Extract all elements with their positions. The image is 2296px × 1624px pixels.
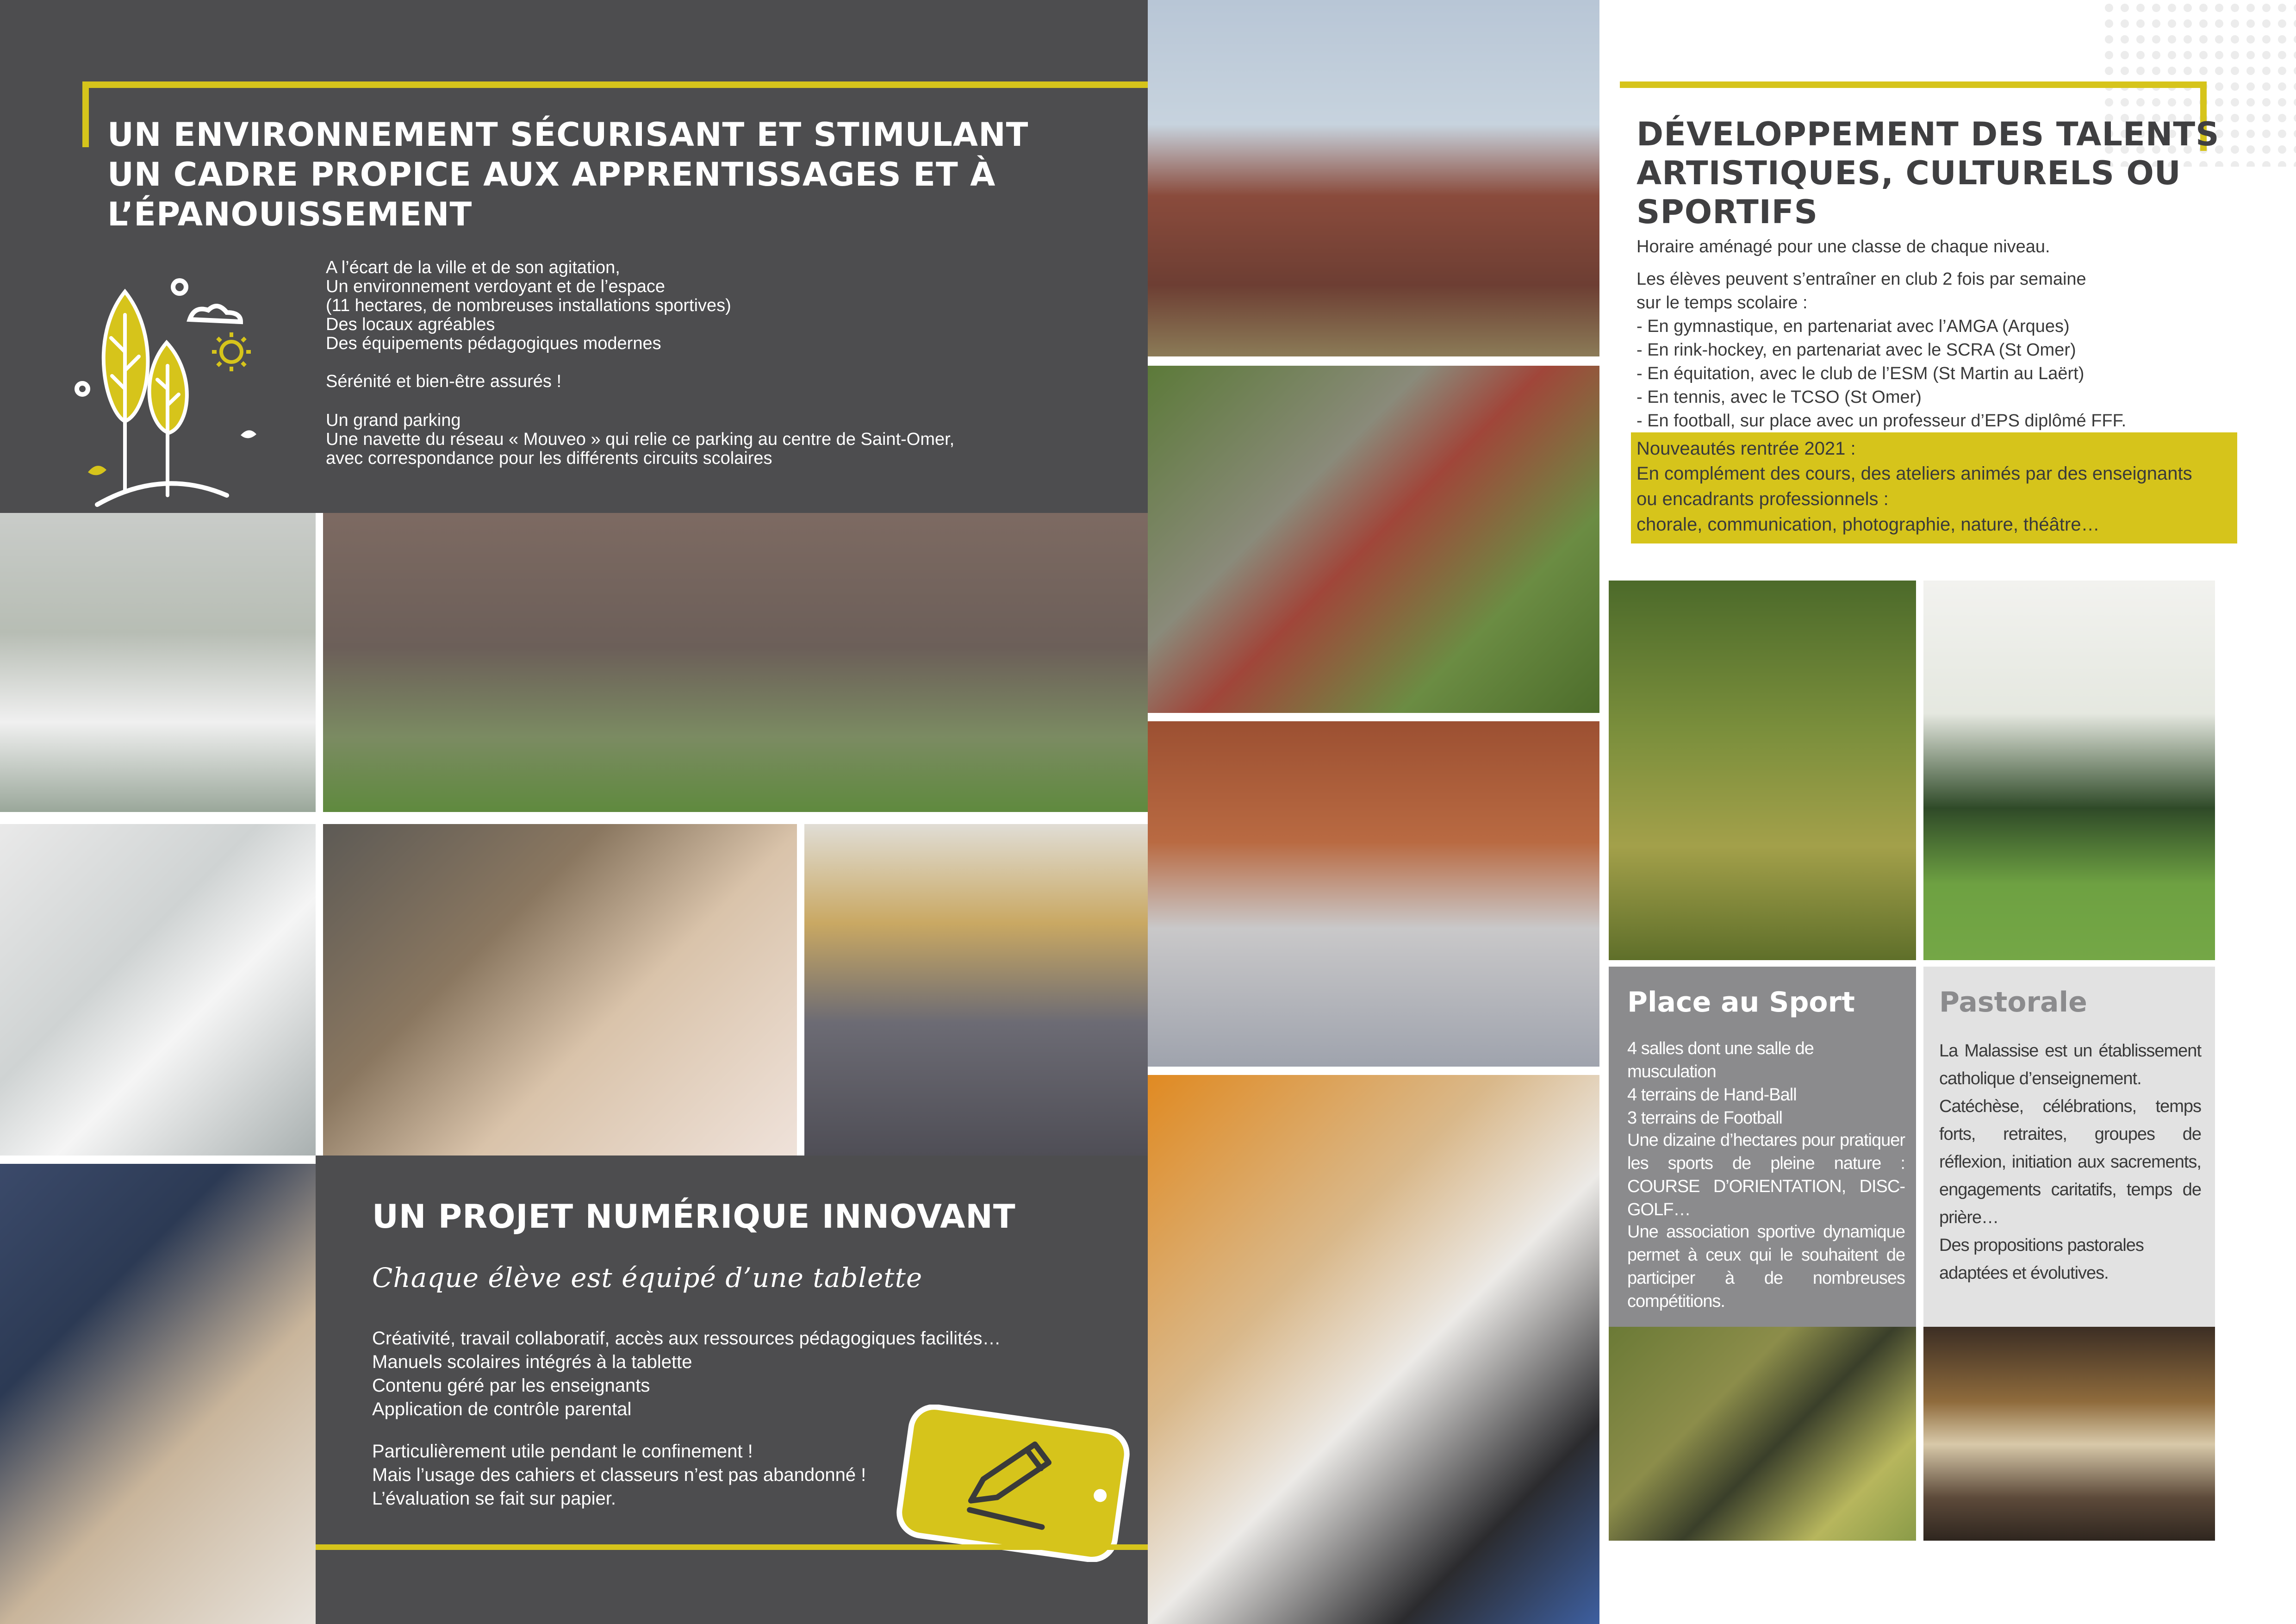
section3-title-line1: DÉVELOPPEMENT DES TALENTS [1636,115,2220,153]
title-bracket-left [82,81,89,147]
section1-title-line2: UN CADRE PROPICE AUX APPRENTISSAGES ET À [107,156,996,194]
section1-title-line1: UN ENVIRONNEMENT SÉCURISANT ET STIMULANT [107,116,1029,154]
photo-students-lab [0,824,316,1156]
section1-title [107,115,1028,234]
pastorale-box-text-2: Catéchèse, célébrations, temps forts, retraites, groupes de réflexion, initiation aux sacrements, engagements caritatifs, temps de prière… [1939,1097,2201,1227]
nouveautes-text: En complément des cours, des ateliers animés par des enseignants ou encadrants professionnels : chorale, communication, photographie, nature, théâtre… [1636,463,2192,535]
section3-intro: Horaire aménagé pour une classe de chaque niveau. [1636,237,2050,256]
section2-text-1: Créativité, travail collaboratif, accès aux ressources pédagogiques facilités… Manuels scolaires intégrés à la tablette Contenu géré par les enseignants Application de contrôle parental [372,1328,1001,1419]
photo-orienteering [1609,1327,1916,1541]
section1-text-2: Sérénité et bien-être assurés ! [326,372,562,391]
section2-subtitle: Chaque élève est équipé d’une tablette [372,1262,923,1293]
photo-computer-room [0,1164,316,1624]
section1-title-line3: L’ÉPANOUISSEMENT [107,195,473,233]
sport-box-text-1: 4 salles dont une salle de musculation 4 terrains de Hand-Ball 3 terrains de Football [1627,1039,1814,1128]
section3-text: Les élèves peuvent s’entraîner en club 2 fois par semaine sur le temps scolaire : - En gymnastique, en partenariat avec l’AMGA (Arques) - En rink-hockey, en partenariat avec le SCRA (St Omer) - En équitation, avec le club de l’ESM (St Martin au Laërt) - En tennis, avec le TCSO (St Omer) - En football, sur place avec un professeur d’EPS diplômé FFF. [1636,269,2127,431]
section2-text-2: Particulièrement utile pendant le confinement ! Mais l’usage des cahiers et classeurs n’est pas abandonné ! L’évaluation se fait sur papier. [372,1441,866,1509]
tablet-pencil-icon [890,1405,1136,1562]
trees-sun-icon [69,273,264,509]
photo-mountain-biking [1609,581,1916,960]
title-bracket-right-top [1620,81,2207,88]
section3-title-line2: ARTISTIQUES, CULTURELS OU [1636,154,2181,192]
photo-building-exterior [1148,0,1599,356]
numerique-bottom-bar [316,1544,1148,1550]
pastorale-box-title: Pastorale [1939,986,2087,1018]
photo-gym-workout [1148,1075,1599,1624]
photo-science-classroom [0,513,316,812]
title-bracket-top [82,81,1148,88]
photo-church-celebration [1923,1327,2215,1541]
section1-text-1: A l’écart de la ville et de son agitation, Un environnement verdoyant et de l’espace (11 hectares, de nombreuses installations sportives) Des locaux agréables Des équipements pédagogiques modernes [326,258,731,353]
photo-exam-hall [804,824,1148,1156]
sport-box-text-3: Une association sportive dynamique permet à ceux qui le souhaitent de participer à de nombreuses compétitions. [1627,1222,1905,1311]
sport-box-title: Place au Sport [1627,986,1855,1018]
section1-text-3: Un grand parking Une navette du réseau « Mouveo » qui relie ce parking au centre de Saint-Omer, avec correspondance pour les différents circuits scolaires [326,411,955,468]
photo-sports-hall [1148,721,1599,1067]
photo-aerial-campus [1148,366,1599,713]
photo-football-field [1923,581,2215,960]
photo-campus-courtyard [323,513,1148,812]
pastorale-box-text-1: La Malassise est un établissement catholique d’enseignement. [1939,1041,2201,1088]
nouveautes-title: Nouveautés rentrée 2021 : [1636,438,1856,459]
photo-student-writing [323,824,797,1156]
pastorale-box-text-3: Des propositions pastorales adaptées et évolutives. [1939,1236,2144,1283]
section3-title [1636,115,2220,231]
section2-title: UN PROJET NUMÉRIQUE INNOVANT [372,1198,1016,1236]
sport-box-text-2: Une dizaine d’hectares pour pratiquer les sports de pleine nature : COURSE D’ORIENTATION, DISC-GOLF… [1627,1131,1905,1219]
section3-title-line3: SPORTIFS [1636,193,1818,231]
